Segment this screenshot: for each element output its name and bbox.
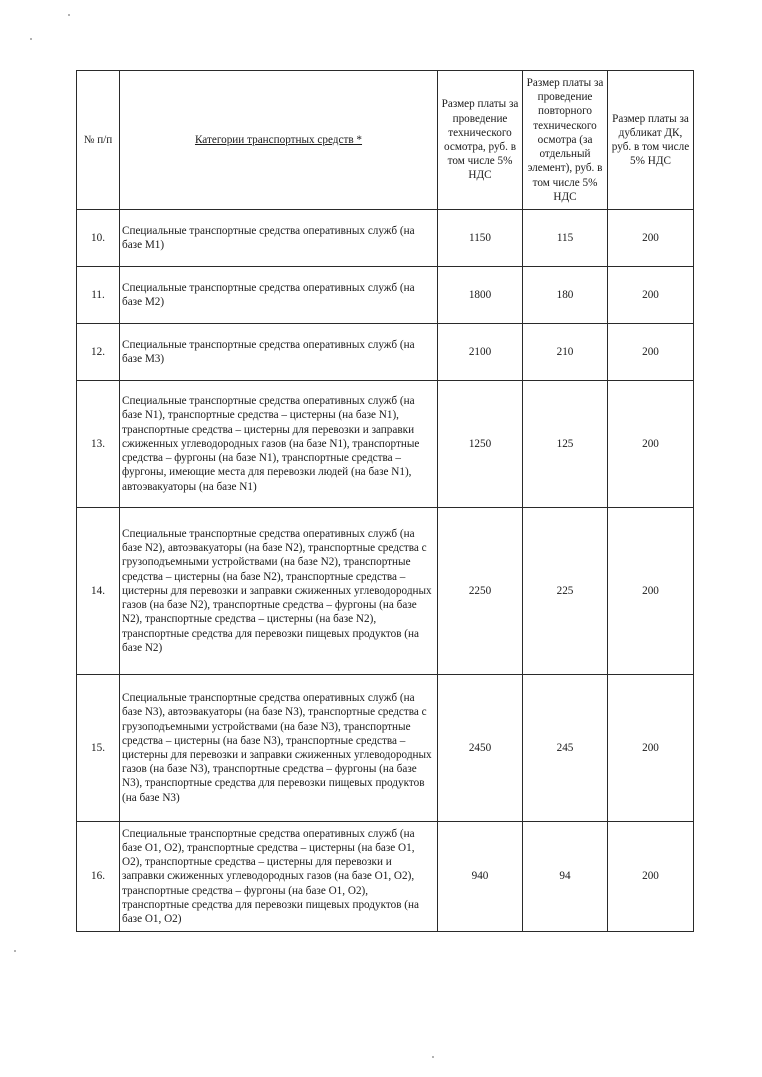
table-row bbox=[77, 675, 694, 822]
row-fee-inspection: 1150 bbox=[438, 210, 523, 267]
row-number: 16. bbox=[77, 822, 120, 932]
row-fee-reinspection: 94 bbox=[523, 822, 608, 932]
scan-speck bbox=[30, 38, 32, 40]
row-fee-duplicate: 200 bbox=[608, 508, 694, 675]
row-category: Специальные транспортные средства оперативных служб (на базе M2) bbox=[120, 267, 438, 324]
table-row bbox=[77, 324, 694, 381]
row-fee-duplicate: 200 bbox=[608, 210, 694, 267]
row-category: Специальные транспортные средства оперативных служб (на базе O1, O2), транспортные средства – цистерны (на базе O1, O2), транспортные средства – цистерны для перевозки и заправки сжиженных углеводородных газов (на базе O1, O2), транспортные средства – фургоны (на базе O1, O2), транспортные средства для перевозки пищевых продуктов (на базе O1, O2) bbox=[120, 822, 438, 932]
table-row bbox=[77, 508, 694, 675]
row-category: Специальные транспортные средства оперативных служб (на базе N2), автоэвакуаторы (на базе N2), транспортные средства с грузоподъемными устройствами (на базе N2), транспортные средства – цистерны (на базе N2), транспортные средства – цистерны для перевозки и заправки сжиженных углеводородных газов (на базе N2), транспортные средства – фургоны (на базе N2), транспортные средства – цистерны (на базе N2), транспортные средства для перевозки пищевых продуктов (на базе N2) bbox=[120, 508, 438, 675]
row-fee-reinspection: 125 bbox=[523, 381, 608, 508]
row-fee-inspection: 2100 bbox=[438, 324, 523, 381]
row-fee-reinspection: 225 bbox=[523, 508, 608, 675]
row-number: 10. bbox=[77, 210, 120, 267]
row-number: 13. bbox=[77, 381, 120, 508]
row-number: 12. bbox=[77, 324, 120, 381]
row-fee-duplicate: 200 bbox=[608, 324, 694, 381]
row-fee-duplicate: 200 bbox=[608, 822, 694, 932]
row-category: Специальные транспортные средства оперативных служб (на базе N1), транспортные средства – цистерны (на базе N1), транспортные средства – цистерны для перевозки и заправки сжиженных углеводородных газов (на базе N1), транспортные средства – фургоны (на базе N1), транспортные средства – фургоны, имеющие места для перевозки людей (на базе N1), автоэвакуаторы (на базе N1) bbox=[120, 381, 438, 508]
row-number: 11. bbox=[77, 267, 120, 324]
row-number: 15. bbox=[77, 675, 120, 822]
scan-speck bbox=[14, 950, 16, 952]
fee-table bbox=[76, 70, 694, 932]
table-row bbox=[77, 267, 694, 324]
row-fee-inspection: 2450 bbox=[438, 675, 523, 822]
header-category bbox=[120, 71, 438, 210]
header-category-text: Категории транспортных средств * bbox=[194, 133, 363, 146]
row-category: Специальные транспортные средства оперативных служб (на базе N3), автоэвакуаторы (на базе N3), транспортные средства с грузоподъемными устройствами (на базе N3), транспортные средства – цистерны (на базе N3), транспортные средства – цистерны для перевозки и заправки сжиженных углеводородных газов (на базе N3), транспортные средства – фургоны (на базе N3), транспортные средства для перевозки пищевых продуктов (на базе N3) bbox=[120, 675, 438, 822]
row-fee-inspection: 2250 bbox=[438, 508, 523, 675]
scan-speck bbox=[432, 1056, 434, 1058]
row-category: Специальные транспортные средства оперативных служб (на базе M3) bbox=[120, 324, 438, 381]
row-fee-reinspection: 245 bbox=[523, 675, 608, 822]
row-fee-duplicate: 200 bbox=[608, 267, 694, 324]
header-fee-reinspection: Размер платы за проведение повторного технического осмотра (за отдельный элемент), руб. в том числе 5% НДС bbox=[523, 71, 608, 210]
table-row bbox=[77, 822, 694, 932]
row-fee-reinspection: 115 bbox=[523, 210, 608, 267]
table-row bbox=[77, 381, 694, 508]
row-fee-reinspection: 210 bbox=[523, 324, 608, 381]
header-fee-inspection: Размер платы за проведение технического осмотра, руб. в том числе 5% НДС bbox=[438, 71, 523, 210]
table-row bbox=[77, 210, 694, 267]
row-fee-inspection: 1800 bbox=[438, 267, 523, 324]
row-category: Специальные транспортные средства оперативных служб (на базе M1) bbox=[120, 210, 438, 267]
row-number: 14. bbox=[77, 508, 120, 675]
row-fee-duplicate: 200 bbox=[608, 381, 694, 508]
header-num: № п/п bbox=[77, 71, 120, 210]
row-fee-duplicate: 200 bbox=[608, 675, 694, 822]
table-header-row bbox=[77, 71, 694, 210]
row-fee-inspection: 1250 bbox=[438, 381, 523, 508]
scan-speck bbox=[68, 14, 70, 16]
header-fee-duplicate: Размер платы за дубликат ДК, руб. в том числе 5% НДС bbox=[608, 71, 694, 210]
row-fee-inspection: 940 bbox=[438, 822, 523, 932]
row-fee-reinspection: 180 bbox=[523, 267, 608, 324]
